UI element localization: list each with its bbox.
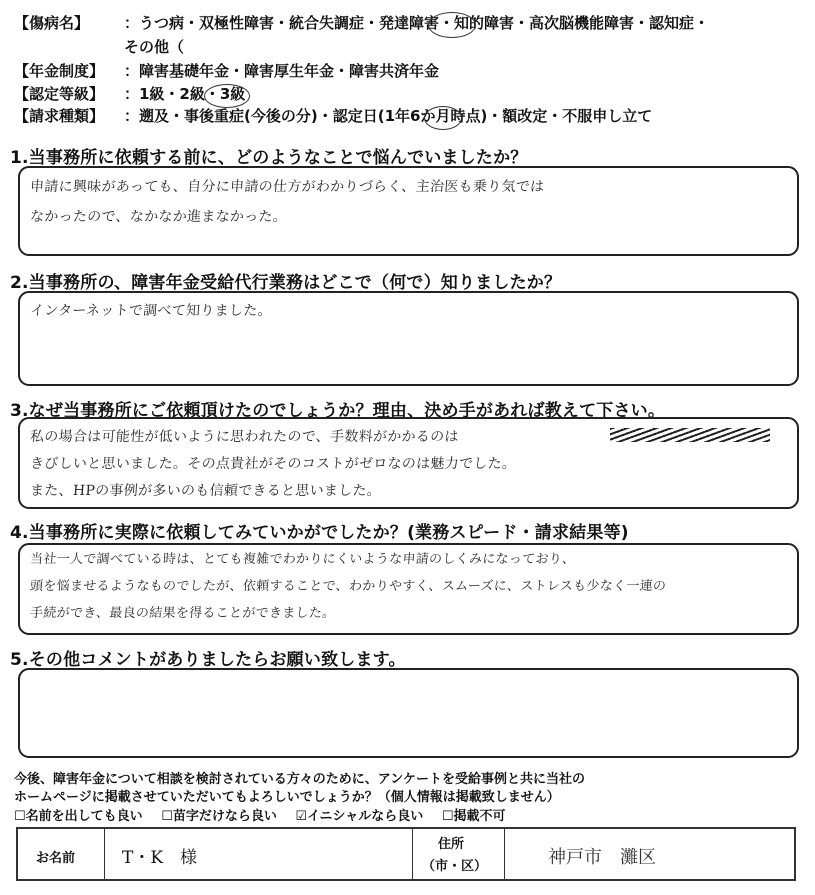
name-value-divider [412, 829, 413, 879]
option-full-name[interactable]: ☐名前を出しても良い [14, 809, 143, 824]
claim-selection-circle [424, 106, 462, 130]
consent-text-line-2: ホームページに掲載させていただいてもよろしいでしょうか？（個人情報は掲載致しません） [14, 790, 560, 805]
name-address-table [16, 827, 796, 881]
pension-options: ：障害基礎年金・障害厚生年金・障害共済年金 [124, 62, 440, 80]
header-disease-row [14, 14, 709, 32]
question-5-title: 5.その他コメントがありましたらお願い致します。 [10, 650, 406, 670]
name-label: お名前 [36, 851, 76, 866]
answer-4-line-1: 当社一人で調べている時は、とても複雑でわかりにくいような申請のしくみになっており、 [29, 552, 576, 567]
answer-2-line-1: インターネットで調べて知りました。 [29, 303, 273, 319]
disease-other: その他（ [124, 38, 185, 56]
grade-options: ：1級・2級・3級 [124, 85, 246, 103]
question-3-title: 3.なぜ当事務所にご依頼頂けたのでしょうか？理由、決め手があれば教えて下さい。 [10, 401, 666, 421]
question-1-title: 1.当事務所に依頼する前に、どのようなことで悩んでいましたか？ [10, 148, 528, 168]
answer-3-line-2: きびしいと思いました。その点貴社がそのコストがゼロなのは魅力でした。 [29, 456, 517, 472]
answer-3-line-1: 私の場合は可能性が低いように思われたので、手数料がかかるのは [29, 429, 460, 445]
name-label-divider [104, 829, 105, 879]
pension-label: 【年金制度】 [14, 62, 105, 80]
option-surname-only[interactable]: ☐苗字だけなら良い [161, 809, 277, 824]
claim-options: ：遡及・事後重症(今後の分)・認定日(1年6か月時点)・額改定・不服申し立て [124, 107, 653, 125]
consent-options [14, 805, 520, 824]
address-label-bottom: （市・区） [422, 859, 488, 874]
header-pension-row [14, 62, 439, 80]
name-value[interactable]: T・K 様 [122, 848, 198, 868]
answer-3-line-3: また、HPの事例が多いのも信頼できると思いました。 [29, 483, 382, 499]
answer-4-line-2: 頭を悩ませるようなものでしたが、依頼することで、わかりやすく、スムーズに、ストレスも少なく一連の [29, 579, 667, 594]
header-other-row [124, 38, 184, 56]
consent-text-line-1: 今後、障害年金について相談を検討されている方々のために、アンケートを受給事例と共に当社の [14, 772, 585, 787]
address-label-top: 住所 [438, 837, 465, 852]
disease-options: ：うつ病・双極性障害・統合失調症・発達障害・知的障害・高次脳機能障害・認知症・ [124, 14, 710, 32]
grade-label: 【認定等級】 [14, 85, 105, 103]
answer-4-line-3: 手続ができ、最良の結果を得ることができました。 [29, 606, 336, 621]
address-label-divider [504, 829, 505, 879]
question-2-title: 2.当事務所の、障害年金受給代行業務はどこで（何で）知りましたか？ [10, 273, 562, 293]
claim-label: 【請求種類】 [14, 107, 105, 125]
answer-1-line-1: 申請に興味があっても、自分に申請の仕方がわかりづらく、主治医も乗り気では [29, 179, 545, 195]
address-value[interactable]: 神戸市 灘区 [548, 847, 656, 868]
answer-1-line-2: なかったので、なかなか進まなかった。 [29, 209, 288, 225]
header-claim-row [14, 107, 652, 125]
disease-label: 【傷病名】 [14, 14, 90, 32]
option-initials[interactable]: ☑イニシャルなら良い [295, 809, 424, 824]
question-4-title: 4.当事務所に実際に依頼してみていかがでしたか？(業務スピード・請求結果等) [10, 523, 629, 543]
option-no-publish[interactable]: ☐掲載不可 [441, 809, 506, 824]
checkmark-icon: ☑ [295, 809, 308, 824]
disease-selection-circle [428, 12, 476, 38]
answer-5-box [18, 668, 799, 758]
grade-selection-circle [204, 84, 250, 108]
scribble-out-mark [610, 428, 770, 442]
